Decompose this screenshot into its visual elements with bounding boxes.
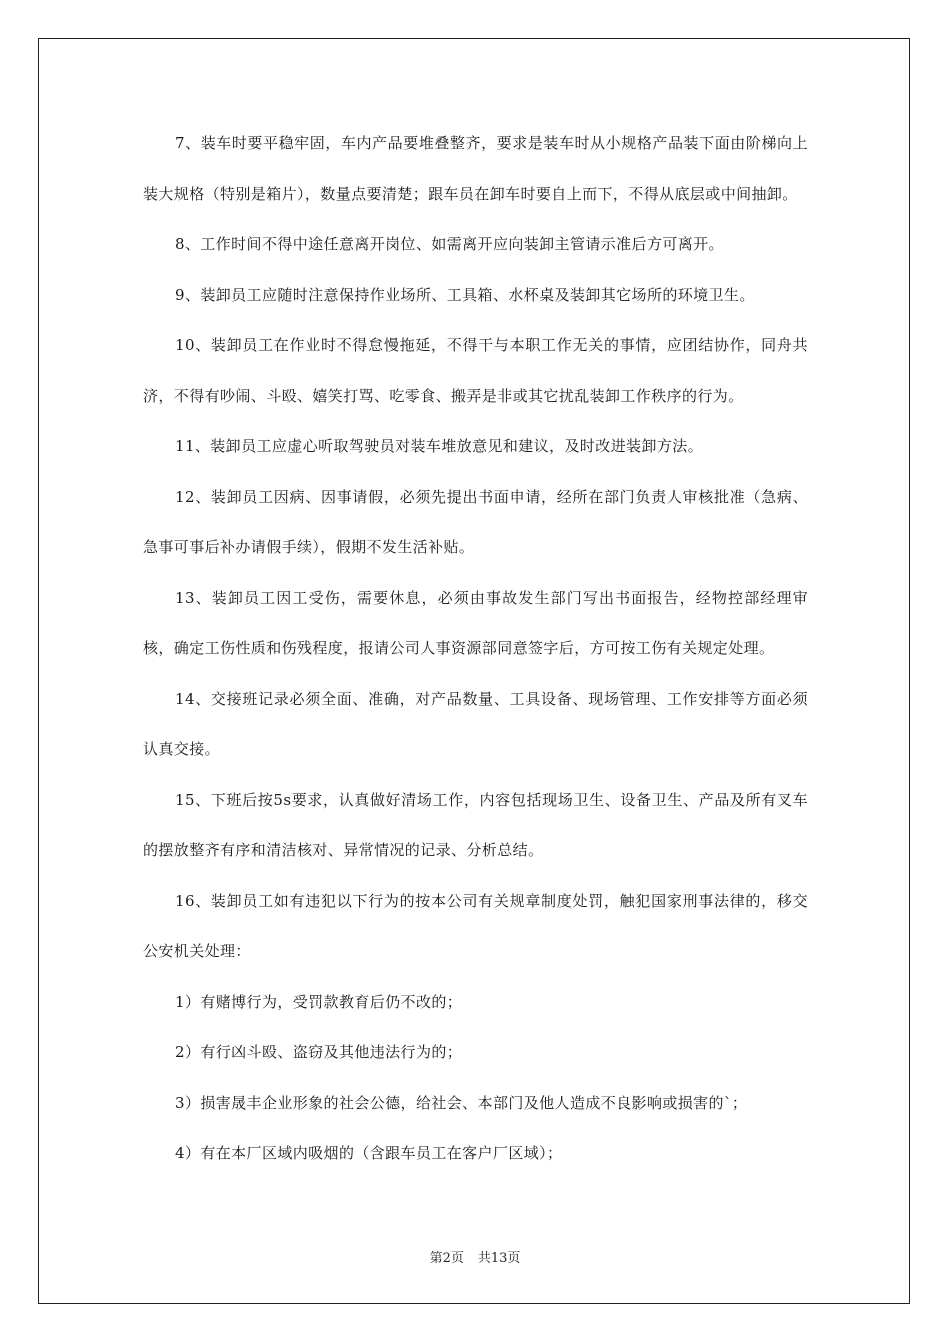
- paragraph-item-9: 9、装卸员工应随时注意保持作业场所、工具箱、水杯桌及装卸其它场所的环境卫生。: [175, 285, 755, 304]
- paragraph-item-7: 7、装车时要平稳牢固，车内产品要堆叠整齐，要求是装车时从小规格产品装下面由阶梯向上装大规格（特别是箱片），数量点要清楚；跟车员在卸车时要自上而下，不得从底层或中间抽卸。: [143, 134, 808, 203]
- page-number: 第2页: [429, 1251, 464, 1266]
- sub-item-3: 3）损害晟丰企业形象的社会公德，给社会、本部门及他人造成不良影响或损害的`；: [175, 1093, 748, 1112]
- paragraph-item-10: 10、装卸员工在作业时不得怠慢拖延，不得干与本职工作无关的事情，应团结协作，同舟共济，不得有吵闹、斗殴、嬉笑打骂、吃零食、搬弄是非或其它扰乱装卸工作秩序的行为。: [143, 336, 808, 405]
- paragraph-item-12: 12、装卸员工因病、因事请假，必须先提出书面申请，经所在部门负责人审核批准（急病、急事可事后补办请假手续），假期不发生活补贴。: [143, 487, 808, 556]
- paragraph-item-15: 15、下班后按5s要求，认真做好清场工作，内容包括现场卫生、设备卫生、产品及所有叉车的摆放整齐有序和清洁核对、异常情况的记录、分析总结。: [143, 790, 808, 859]
- page-footer: [0, 1247, 950, 1266]
- paragraph-item-13: 13、装卸员工因工受伤，需要休息，必须由事故发生部门写出书面报告，经物控部经理审核，确定工伤性质和伤残程度，报请公司人事资源部同意签字后，方可按工伤有关规定处理。: [143, 588, 808, 657]
- sub-item-2: 2）有行凶斗殴、盗窃及其他违法行为的；: [175, 1043, 463, 1061]
- sub-item-1: 1）有赌博行为，受罚款教育后仍不改的；: [175, 992, 463, 1011]
- paragraph-item-11: 11、装卸员工应虚心听取驾驶员对装车堆放意见和建议，及时改进装卸方法。: [175, 437, 704, 455]
- document-body: [143, 118, 808, 1179]
- sub-item-4: 4）有在本厂区域内吸烟的（含跟车员工在客户厂区域）；: [175, 1144, 563, 1162]
- paragraph-item-8: 8、工作时间不得中途任意离开岗位、如需离开应向装卸主管请示准后方可离开。: [175, 235, 724, 253]
- paragraph-item-14: 14、交接班记录必须全面、准确，对产品数量、工具设备、现场管理、工作安排等方面必须认真交接。: [143, 689, 808, 758]
- paragraph-item-16: 16、装卸员工如有违犯以下行为的按本公司有关规章制度处罚，触犯国家刑事法律的，移交公安机关处理：: [143, 891, 808, 960]
- page-total: 共13页: [477, 1251, 521, 1266]
